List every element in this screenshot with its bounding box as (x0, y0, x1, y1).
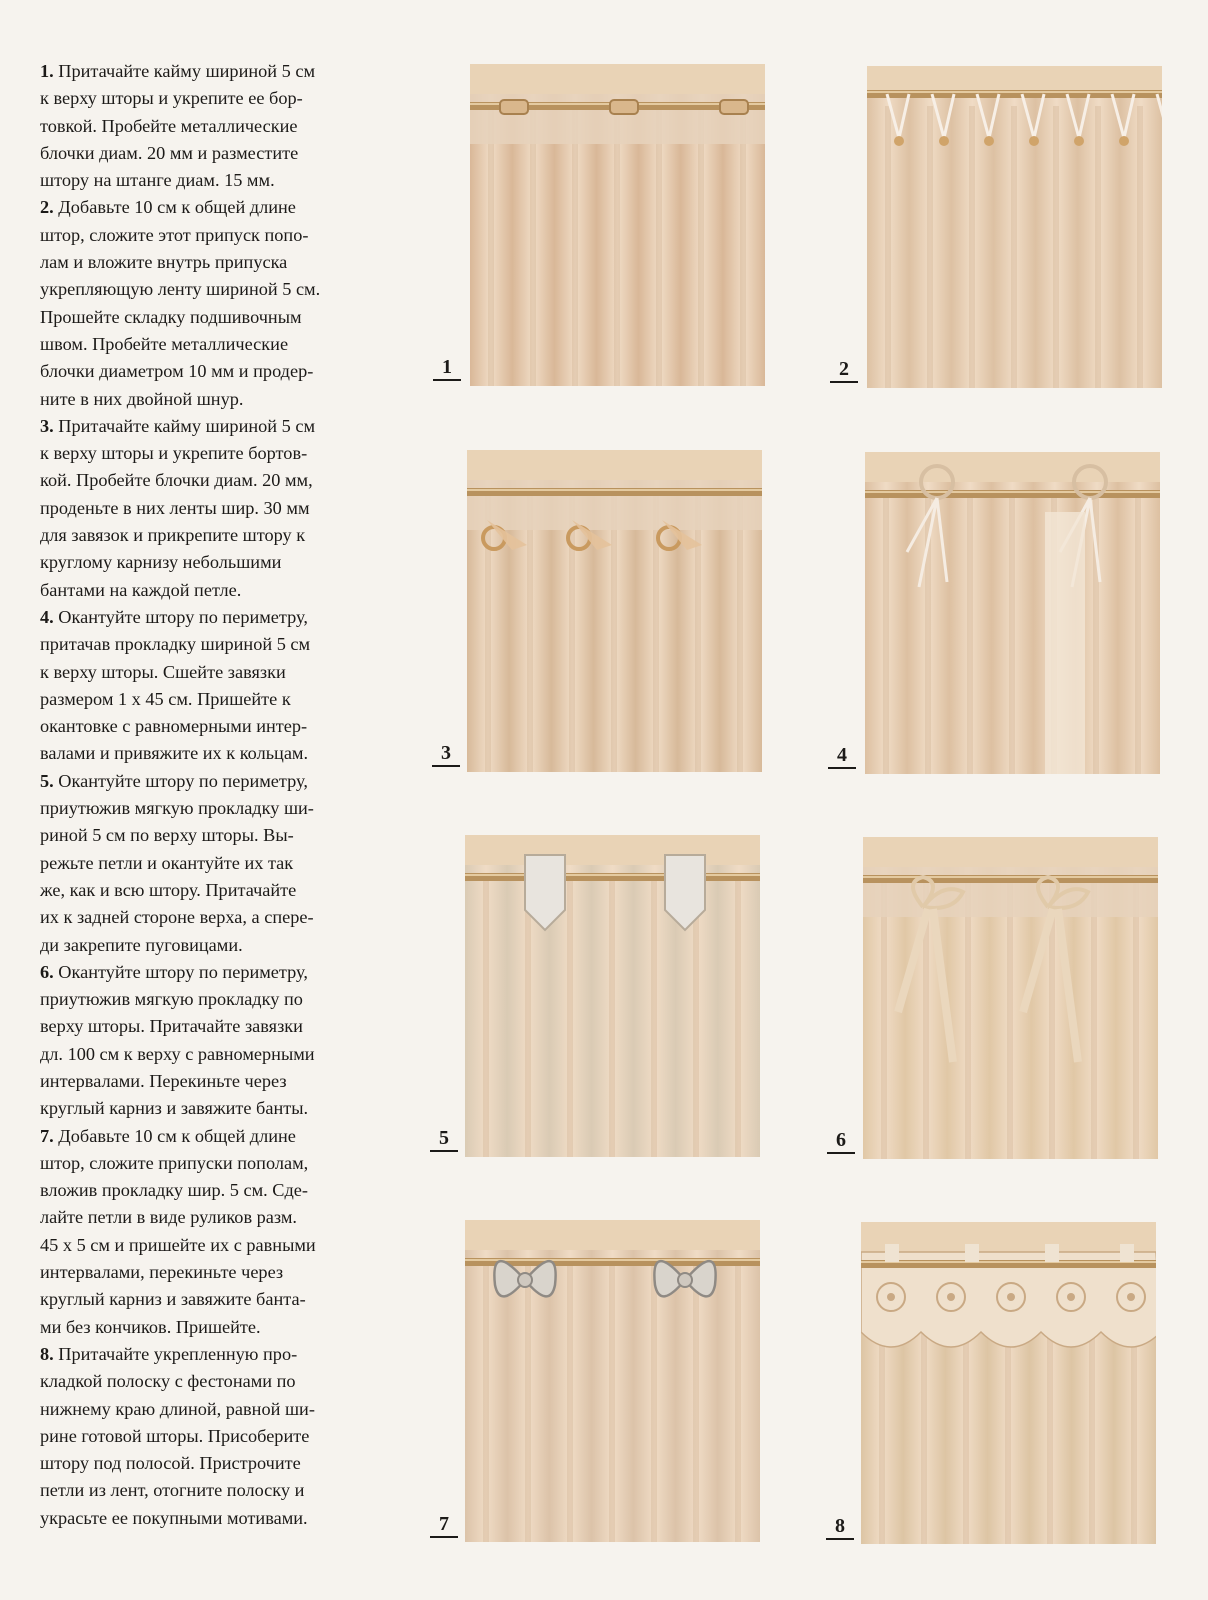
step-text: 45 х 5 см и пришейте их с равными (40, 1234, 316, 1255)
step-line (40, 58, 375, 85)
step-line (40, 85, 375, 112)
photo-image (467, 450, 762, 772)
step-line (40, 194, 375, 221)
step-text: круглый карниз и завяжите банты. (40, 1098, 309, 1119)
step-line (40, 1204, 375, 1231)
step-line (40, 440, 375, 467)
step-line (40, 604, 375, 631)
step-line (40, 686, 375, 713)
step-text: размером 1 х 45 см. Пришейте к (40, 688, 291, 709)
step-text: же, как и всю штору. Притачайте (40, 879, 297, 900)
step-line (40, 1286, 375, 1313)
step-text: для завязок и прикрепите штору к (40, 525, 306, 546)
step-text: лам и вложите внутрь припуска (40, 252, 288, 273)
step-line (40, 768, 375, 795)
step-line (40, 249, 375, 276)
photo-7-big-bow-curtain (465, 1220, 760, 1542)
step-line (40, 904, 375, 931)
step-text: притачав прокладку шириной 5 см (40, 634, 311, 655)
step-line (40, 386, 375, 413)
step-number: 5. (40, 770, 54, 791)
step-line (40, 1505, 375, 1532)
step-text: кладкой полоску с фестонами по (40, 1371, 296, 1392)
step-line (40, 358, 375, 385)
step-line (40, 1423, 375, 1450)
step-text: штор, сложите этот припуск попо- (40, 224, 309, 245)
step-text: швом. Пробейте металлические (40, 333, 289, 354)
step-text: их к задней стороне верха, а спере- (40, 907, 314, 928)
photo-3-ribbon-curtain (467, 450, 762, 772)
step-text: приутюжив мягкую прокладку ши- (40, 798, 314, 819)
step-text: укрепляющую ленту шириной 5 см. (40, 279, 321, 300)
step-line (40, 140, 375, 167)
step-line (40, 413, 375, 440)
photo-5-tab-curtain (465, 835, 760, 1157)
step-text: бантами на каждой петле. (40, 579, 242, 600)
step-text: украсьте ее покупными мотивами. (40, 1507, 308, 1528)
step-line (40, 659, 375, 686)
step-line (40, 795, 375, 822)
step-5 (40, 768, 375, 959)
photo-image (465, 835, 760, 1157)
step-line (40, 1068, 375, 1095)
step-line (40, 631, 375, 658)
step-line (40, 1259, 375, 1286)
step-line (40, 1232, 375, 1259)
photo-image (465, 1220, 760, 1542)
photo-image (865, 452, 1160, 774)
step-line (40, 522, 375, 549)
step-text: лайте петли в виде руликов разм. (40, 1207, 297, 1228)
step-line (40, 467, 375, 494)
photo-image (470, 64, 765, 386)
step-line (40, 549, 375, 576)
step-number: 1. (40, 61, 54, 81)
step-text: верху шторы. Притачайте завязки (40, 1016, 303, 1037)
step-line (40, 304, 375, 331)
step-line (40, 1123, 375, 1150)
step-4 (40, 604, 375, 768)
step-line (40, 1341, 375, 1368)
step-line (40, 740, 375, 767)
step-text: дл. 100 см к верху с равномерными (40, 1043, 315, 1064)
step-text: приутюжив мягкую прокладку по (40, 989, 303, 1010)
step-text: к верху шторы. Сшейте завязки (40, 661, 286, 682)
step-line (40, 986, 375, 1013)
step-2 (40, 194, 375, 412)
step-number: 2. (40, 197, 54, 218)
step-text: Притачайте кайму шириной 5 см (58, 415, 316, 436)
photo-image (863, 837, 1158, 1159)
photo-label-3: 3 (432, 742, 460, 767)
step-text: круглый карниз и завяжите банта- (40, 1289, 306, 1310)
step-line (40, 877, 375, 904)
step-line (40, 850, 375, 877)
step-line (40, 276, 375, 303)
step-text: Добавьте 10 см к общей длине (58, 1125, 296, 1146)
step-line (40, 713, 375, 740)
step-text: Притачайте укрепленную про- (58, 1343, 298, 1364)
step-text: рине готовой шторы. Присоберите (40, 1425, 310, 1446)
step-text: блочки диам. 20 мм и разместите (40, 142, 299, 163)
step-3 (40, 413, 375, 604)
step-line (40, 822, 375, 849)
step-text: окантовке с равномерными интер- (40, 716, 308, 737)
step-line (40, 1396, 375, 1423)
photo-1-grommet-curtain (470, 64, 765, 386)
step-line (40, 932, 375, 959)
step-text: проденьте в них ленты шир. 30 мм (40, 497, 310, 518)
step-text: режьте петли и окантуйте их так (40, 852, 294, 873)
step-line (40, 167, 375, 194)
photo-label-5: 5 (430, 1127, 458, 1152)
photo-image (867, 66, 1162, 388)
step-1 (40, 58, 375, 194)
step-line (40, 1314, 375, 1341)
step-text: Окантуйте штору по периметру, (58, 606, 308, 627)
step-number: 7. (40, 1125, 54, 1146)
photo-8-scallop-curtain (861, 1222, 1156, 1544)
step-line (40, 1095, 375, 1122)
step-line (40, 1041, 375, 1068)
step-line (40, 959, 375, 986)
step-number: 4. (40, 606, 54, 627)
step-text: круглому карнизу небольшими (40, 552, 282, 573)
step-text: к верху шторы и укрепите бортов- (40, 443, 308, 464)
step-text: ди закрепите пуговицами. (40, 934, 243, 955)
step-text: штору под полосой. Пристрочите (40, 1453, 301, 1474)
step-text: товкой. Пробейте металлические (40, 115, 298, 136)
step-text: блочки диаметром 10 мм и продер- (40, 361, 314, 382)
photo-label-1: 1 (433, 356, 461, 381)
step-text: вложив прокладку шир. 5 см. Сде- (40, 1180, 309, 1201)
step-line (40, 1177, 375, 1204)
step-text: Окантуйте штору по периметру, (58, 961, 308, 982)
step-number: 6. (40, 961, 54, 982)
step-6 (40, 959, 375, 1123)
photo-label-6: 6 (827, 1129, 855, 1154)
photo-image (861, 1222, 1156, 1544)
photo-2-cord-curtain (867, 66, 1162, 388)
step-7 (40, 1123, 375, 1341)
step-text: валами и привяжите их к кольцам. (40, 743, 309, 764)
step-text: ми без кончиков. Пришейте. (40, 1316, 261, 1337)
step-text: Притачайте кайму шириной 5 см (58, 61, 316, 81)
photo-label-2: 2 (830, 358, 858, 383)
step-line (40, 1150, 375, 1177)
step-text: нижнему краю длиной, равной ши- (40, 1398, 315, 1419)
step-text: Окантуйте штору по периметру, (58, 770, 308, 791)
step-text: Добавьте 10 см к общей длине (58, 197, 296, 218)
photo-4-ring-tie-curtain (865, 452, 1160, 774)
step-line (40, 1013, 375, 1040)
step-text: ните в них двойной шнур. (40, 388, 244, 409)
step-number: 8. (40, 1343, 54, 1364)
step-number: 3. (40, 415, 54, 436)
step-line (40, 1450, 375, 1477)
photo-6-bow-curtain (863, 837, 1158, 1159)
step-text: Прошейте складку подшивочным (40, 306, 302, 327)
step-line (40, 113, 375, 140)
step-line (40, 331, 375, 358)
step-text: риной 5 см по верху шторы. Вы- (40, 825, 294, 846)
step-text: штору на штанге диам. 15 мм. (40, 170, 275, 191)
step-line (40, 577, 375, 604)
step-text: петли из лент, отогните полоску и (40, 1480, 305, 1501)
step-line (40, 1368, 375, 1395)
step-line (40, 495, 375, 522)
step-line (40, 1477, 375, 1504)
photo-label-8: 8 (826, 1515, 854, 1540)
instructions-text (40, 58, 375, 1532)
step-text: интервалами. Перекиньте через (40, 1070, 287, 1091)
step-text: штор, сложите припуски пополам, (40, 1152, 309, 1173)
photo-label-4: 4 (828, 744, 856, 769)
step-text: интервалами, перекиньте через (40, 1262, 284, 1283)
step-text: к верху шторы и укрепите ее бор- (40, 88, 303, 109)
photo-label-7: 7 (430, 1513, 458, 1538)
step-8 (40, 1341, 375, 1532)
step-text: кой. Пробейте блочки диам. 20 мм, (40, 470, 313, 491)
step-line (40, 222, 375, 249)
